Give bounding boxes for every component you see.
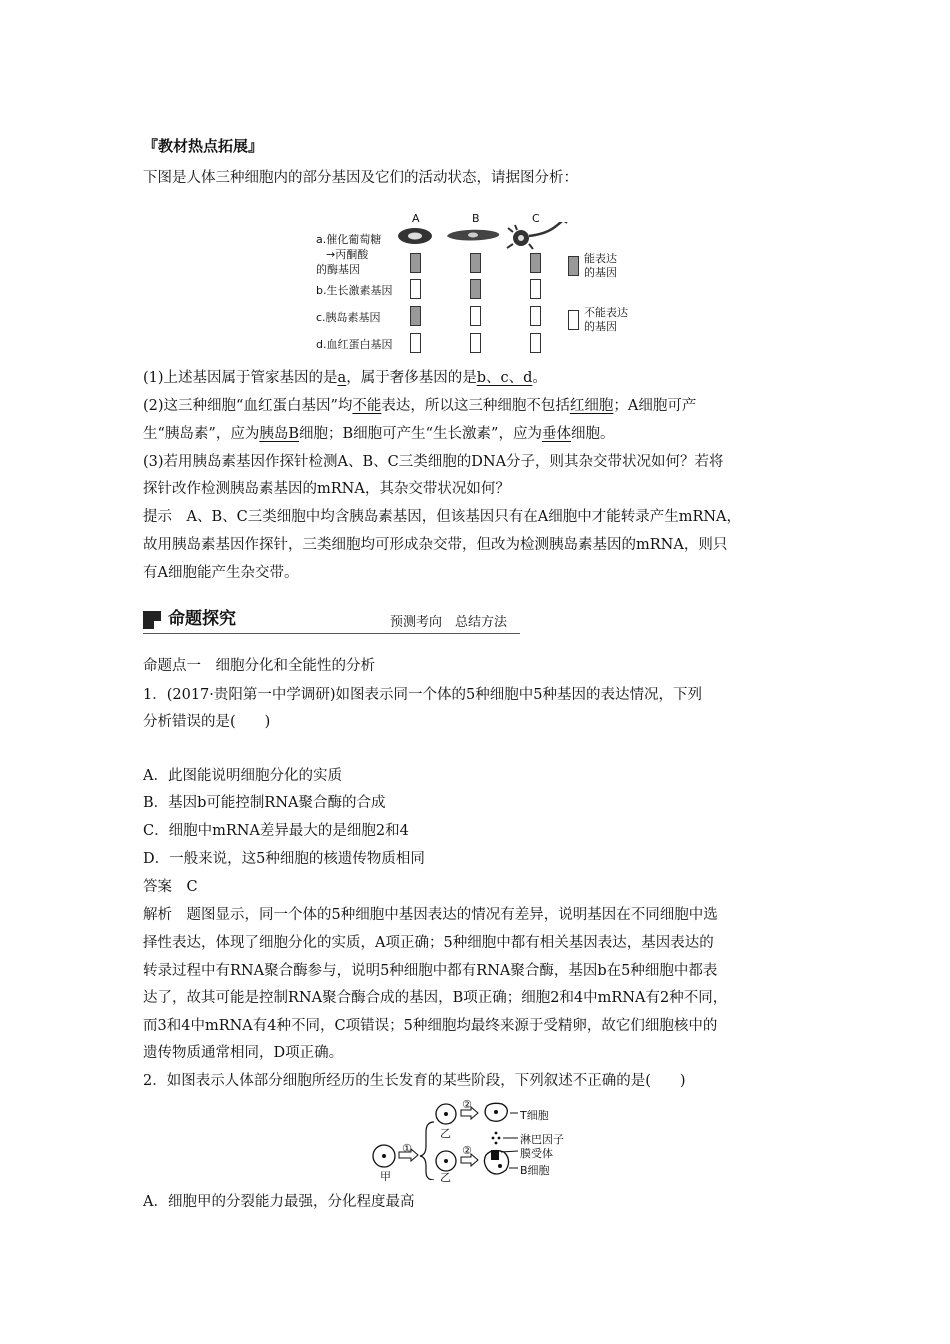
q1-stem-line2: 分析错误的是( ) <box>143 714 271 730</box>
gene-box-d-A <box>410 333 421 353</box>
q1-option-d: D．一般来说，这5种细胞的核遗传物质相同 <box>143 851 425 867</box>
legend-not-expressed-line2: 的基因 <box>584 320 617 333</box>
section-header-icon-notch <box>154 621 161 629</box>
legend-not-expressed <box>584 306 628 334</box>
gene-box-c-B <box>470 306 481 326</box>
label-receptor: 膜受体 <box>520 1147 553 1160</box>
gene-box-b-B <box>470 279 481 299</box>
q1-option-b: B．基因b可能控制RNA聚合酶的合成 <box>143 795 386 811</box>
label-jia: 甲 <box>380 1170 391 1183</box>
q1-analysis-line6: 遗传物质通常相同，D项正确。 <box>143 1045 344 1061</box>
gene-box-d-B <box>470 333 481 353</box>
row-label-d: d.血红蛋白基因 <box>316 338 393 351</box>
q1-option-c: C．细胞中mRNA差异最大的是细胞2和4 <box>143 823 409 839</box>
membrane-receptor-icon <box>491 1150 499 1160</box>
q1-part1-answer-luxury: b、c、d <box>476 370 533 386</box>
q1-analysis-line5: 而3和4中mRNA有4种不同，C项错误；5种细胞均最终来源于受精卵，故它们细胞核中的 <box>143 1018 718 1034</box>
q1-analysis-line4: 达了，故其可能是控制RNA聚合酶合成的基因，B项正确；细胞2和4中mRNA有2种不同， <box>143 990 728 1006</box>
col-label-c: C <box>532 212 540 225</box>
label-lymphokine: 淋巴因子 <box>520 1133 564 1146</box>
q1-part2-line2 <box>143 424 614 444</box>
section-title-proposition: 命题探究 <box>168 609 236 629</box>
gene-box-c-C <box>530 306 541 326</box>
cell-development-drawing <box>370 1100 540 1180</box>
gene-box-a-B <box>470 253 481 273</box>
label-step2-bottom: ② <box>462 1144 472 1157</box>
q1-part2-answer-pituitary: 垂体 <box>541 426 571 442</box>
q1-option-a: A．此图能说明细胞分化的实质 <box>143 768 342 784</box>
q1-part2-answer-rbc: 红细胞 <box>569 398 614 414</box>
label-step2-top: ② <box>462 1098 472 1111</box>
gene-box-d-C <box>530 333 541 353</box>
row-label-a <box>316 232 381 277</box>
q1-analysis-line1: 解析 题图显示，同一个体的5种细胞中基因表达的情况有差异，说明基因在不同细胞中选 <box>143 907 718 923</box>
q1-part1-text-c: 。 <box>532 370 547 386</box>
section-header-rule <box>143 633 520 634</box>
proposition-point-heading: 命题点一 细胞分化和全能性的分析 <box>143 658 375 674</box>
label-yi-top: 乙 <box>440 1127 451 1140</box>
gene-box-b-C <box>530 279 541 299</box>
q1-part2-answer-islet-b: 胰岛B <box>259 426 299 442</box>
legend-expressed <box>584 252 617 280</box>
q1-analysis-line3: 转录过程中有RNA聚合酶参与，说明5种细胞中都有RNA聚合酶，基因b在5种细胞中都表 <box>143 963 718 979</box>
row-label-c: c.胰岛素基因 <box>316 311 381 324</box>
hint-line2: 故用胰岛素基因作探针，三类细胞均可形成杂交带，但改为检测胰岛素基因的mRNA，则只 <box>143 537 728 553</box>
legend-box-not-expressed <box>568 310 579 330</box>
q1-part2-line2-text-a: 生“胰岛素”，应为 <box>143 426 260 442</box>
cell-illustrations <box>395 222 580 252</box>
row-label-b: b.生长激素基因 <box>316 284 393 297</box>
row-a-line3: 的酶基因 <box>316 263 360 276</box>
q1-part2-text-a: (2)这三种细胞“血红蛋白基因”均 <box>143 398 353 414</box>
legend-box-expressed <box>568 256 579 276</box>
q1-answer: 答案 C <box>143 879 198 895</box>
gene-box-c-A <box>410 306 421 326</box>
q1-part2-line1 <box>143 396 696 416</box>
q1-part1-text-a: (1)上述基因属于管家基因的是 <box>143 370 338 386</box>
label-yi-bottom: 乙 <box>440 1171 451 1184</box>
q1-stem-line1: 1．(2017·贵阳第一中学调研)如图表示同一个体的5种细胞中5种基因的表达情况，下列 <box>143 687 702 703</box>
q1-part2-text-c: ；A细胞可产 <box>613 398 697 414</box>
q1-part2-line2-text-c: 细胞。 <box>570 426 615 442</box>
q1-part3-line2: 探针改作检测胰岛素基因的mRNA，其杂交带状况如何？ <box>143 481 510 497</box>
hint-line3: 有A细胞能产生杂交带。 <box>143 565 299 581</box>
label-step1: ① <box>402 1142 412 1155</box>
col-label-a: A <box>412 212 420 225</box>
gene-box-a-C <box>530 253 541 273</box>
q1-part2-answer-cannot: 不能 <box>352 398 382 414</box>
label-t-cell: T细胞 <box>520 1109 549 1122</box>
row-a-line1: a.催化葡萄糖 <box>316 233 382 246</box>
q1-part1-text-b: ，属于奢侈基因的是 <box>346 370 477 386</box>
row-a-line2: →丙酮酸 <box>326 248 369 261</box>
section-header-tagline: 预测考向 总结方法 <box>390 615 508 630</box>
gene-box-b-A <box>410 279 421 299</box>
q2-option-a: A．细胞甲的分裂能力最强，分化程度最高 <box>143 1194 415 1210</box>
q1-part2-line2-text-b: 细胞；B细胞可产生“生长激素”，应为 <box>298 426 542 442</box>
q1-analysis-line2: 择性表达，体现了细胞分化的实质，A项正确；5种细胞中都有相关基因表达，基因表达的 <box>143 935 714 951</box>
legend-expressed-line1: 能表达 <box>584 252 617 265</box>
legend-not-expressed-line1: 不能表达 <box>584 306 628 319</box>
section-intro: 下图是人体三种细胞内的部分基因及它们的活动状态，请据图分析： <box>143 170 578 186</box>
label-b-cell: B细胞 <box>520 1164 550 1177</box>
q1-part1-answer-housekeeping: a <box>337 370 347 386</box>
legend-expressed-line2: 的基因 <box>584 266 617 279</box>
gene-box-a-A <box>410 253 421 273</box>
q1-part2-text-b: 表达，所以这三种细胞不包括 <box>381 398 570 414</box>
hint-line1: 提示 A、B、C三类细胞中均含胰岛素基因，但该基因只有在A细胞中才能转录产生mRNA， <box>143 509 742 525</box>
col-label-b: B <box>472 212 480 225</box>
q2-stem: 2．如图表示人体部分细胞所经历的生长发育的某些阶段，下列叙述不正确的是( ) <box>143 1073 686 1089</box>
section-title-textbook: 『教材热点拓展』 <box>143 137 264 155</box>
q1-part1 <box>143 368 547 388</box>
q1-part3-line1: (3)若用胰岛素基因作探针检测A、B、C三类细胞的DNA分子，则其杂交带状况如何？若将 <box>143 454 724 470</box>
cell-c-icon <box>507 222 567 249</box>
